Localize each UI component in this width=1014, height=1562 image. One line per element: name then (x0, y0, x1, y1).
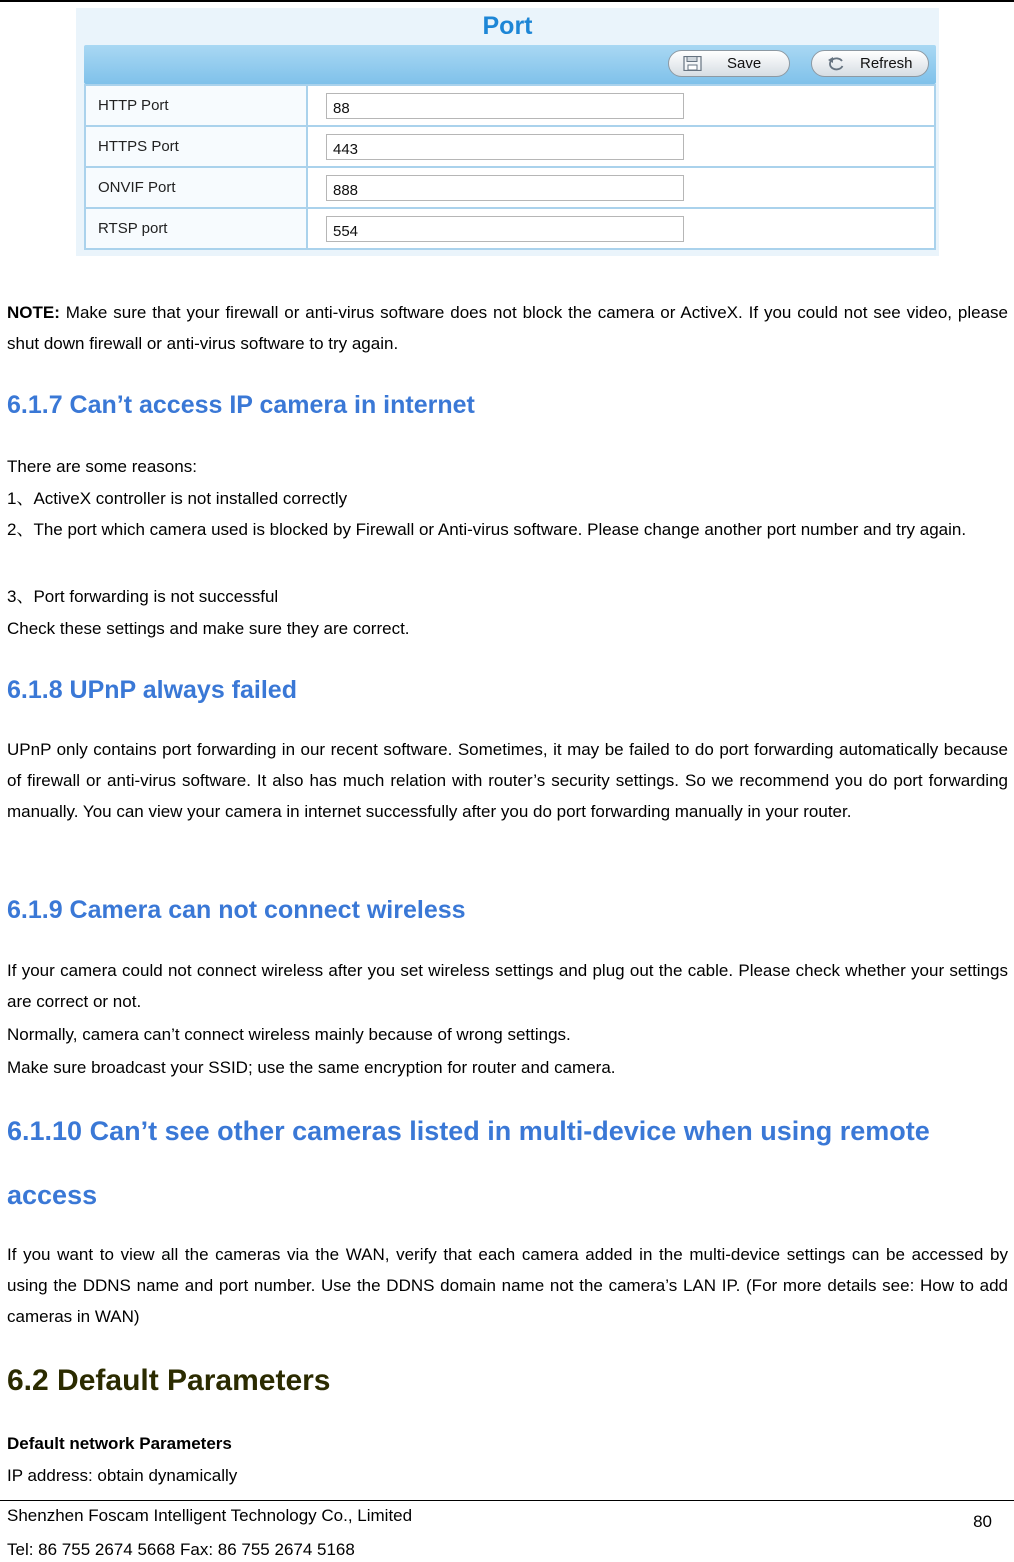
note-paragraph (7, 297, 1008, 359)
onvif-port-input[interactable]: 888 (326, 175, 684, 201)
https-port-label: HTTPS Port (85, 126, 307, 167)
default-network-subheading: Default network Parameters (7, 1434, 232, 1453)
heading-6-1-8: 6.1.8 UPnP always failed (7, 676, 297, 704)
rtsp-port-input[interactable]: 554 (326, 216, 684, 242)
top-rule (0, 0, 1014, 2)
reasons-closing: Check these settings and make sure they are correct. (7, 619, 410, 638)
ip-address-line: IP address: obtain dynamically (7, 1466, 238, 1485)
http-port-input[interactable]: 88 (326, 93, 684, 119)
multi-device-paragraph: If you want to view all the cameras via the WAN, verify that each camera added in the multi-device settings can be accessed by using the DDNS name and port number. Use the DDNS domain name not the camera’s LAN IP. (For more details see: How to add cameras in WAN) (7, 1245, 1008, 1326)
port-settings-panel (76, 8, 939, 256)
reason-2: 2、The port which camera used is blocked by Firewall or Anti-virus software. Please change another port number and try again. (7, 520, 967, 539)
http-port-label: HTTP Port (85, 85, 307, 126)
wireless-paragraph-3: Make sure broadcast your SSID; use the same encryption for router and camera. (7, 1058, 616, 1077)
table-row (85, 208, 935, 249)
refresh-button[interactable] (811, 50, 929, 77)
note-text: Make sure that your firewall or anti-virus software does not block the camera or ActiveX. If you could not see video, please shut down firewall or anti-virus software to try again. (7, 303, 1008, 353)
heading-6-1-10-line-1: 6.1.10 Can’t see other cameras listed in multi-device when using remote (7, 1116, 930, 1146)
note-prefix: NOTE: (7, 303, 60, 322)
wireless-paragraph-2: Normally, camera can’t connect wireless mainly because of wrong settings. (7, 1025, 571, 1044)
port-table (84, 84, 936, 250)
upnp-paragraph: UPnP only contains port forwarding in our recent software. Sometimes, it may be failed to do port forwarding automatically because of firewall or anti-virus software. It also has much relation with router’s security settings. So we recommend you do port forwarding manually. You can view your camera in internet successfully after you do port forwarding manually in your router. (7, 740, 1008, 821)
table-row (85, 85, 935, 126)
panel-title: Port (482, 12, 533, 40)
table-row (85, 167, 935, 208)
wireless-paragraph-1: If your camera could not connect wireless after you set wireless settings and plug out the cable. Please check whether your settings are correct or not. (7, 961, 1008, 1011)
floppy-disk-icon (683, 56, 703, 71)
page-number: 80 (973, 1512, 992, 1531)
refresh-icon (826, 56, 846, 71)
heading-6-1-7: 6.1.7 Can’t access IP camera in internet (7, 391, 475, 419)
save-label: Save (727, 55, 762, 72)
footer-company: Shenzhen Foscam Intelligent Technology Co., Limited (7, 1506, 413, 1525)
heading-6-2: 6.2 Default Parameters (7, 1364, 331, 1397)
onvif-port-label: ONVIF Port (85, 167, 307, 208)
table-row (85, 126, 935, 167)
toolbar (84, 45, 936, 84)
rtsp-port-label: RTSP port (85, 208, 307, 249)
heading-6-1-10-line-2: access (7, 1180, 98, 1210)
https-port-input[interactable]: 443 (326, 134, 684, 160)
save-button[interactable] (668, 50, 790, 77)
reason-1: 1、ActiveX controller is not installed correctly (7, 489, 348, 508)
footer-contact: Tel: 86 755 2674 5668 Fax: 86 755 2674 5168 (7, 1540, 355, 1559)
reason-3: 3、Port forwarding is not successful (7, 587, 279, 606)
footer-rule (0, 1500, 1014, 1501)
reasons-intro: There are some reasons: (7, 457, 197, 476)
heading-6-1-9: 6.1.9 Camera can not connect wireless (7, 896, 466, 924)
refresh-label: Refresh (860, 55, 913, 72)
